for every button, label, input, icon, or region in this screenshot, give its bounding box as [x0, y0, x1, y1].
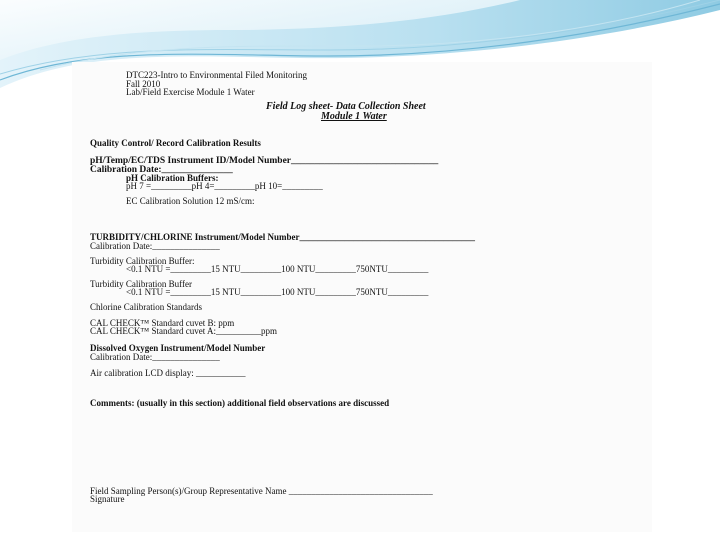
chlorine-standards-heading: Chlorine Calibration Standards [90, 302, 202, 312]
do-air-calibration: Air calibration LCD display: ___________ [90, 368, 246, 378]
sampling-representative-field: Field Sampling Person(s)/Group Representative Name ________________________________ [90, 486, 433, 496]
chlorine-standard-b: CAL CHECK™ Standard cuvet B: ppm [90, 318, 235, 328]
ph-buffers-heading: pH Calibration Buffers: [126, 173, 219, 183]
course-term: Fall 2010 [126, 79, 161, 89]
do-instrument-field: Dissolved Oxygen Instrument/Model Number [90, 343, 266, 353]
qc-heading: Quality Control/ Record Calibration Results [90, 138, 261, 148]
course-title: DTC223-Intro to Environmental Filed Monitoring [126, 70, 307, 80]
turbidity-buffer-heading-2: Turbidity Calibration Buffer [90, 279, 192, 289]
do-calibration-date: Calibration Date:_______________ [90, 352, 220, 362]
ph-calibration-date: Calibration Date:_______________ [90, 165, 233, 175]
sheet-subtitle: Module 1 Water [321, 111, 387, 122]
ec-calibration-solution: EC Calibration Solution 12 mS/cm: [126, 196, 255, 206]
ph-instrument-field: pH/Temp/EC/TDS Instrument ID/Model Number_______________________________ [90, 156, 439, 166]
chlorine-standard-a: CAL CHECK™ Standard cuvet A:__________ppm [90, 326, 277, 336]
sheet-title: Field Log sheet- Data Collection Sheet [266, 101, 426, 112]
turbidity-instrument-field: TURBIDITY/CHLORINE Instrument/Model Number_______________________________________ [90, 232, 476, 242]
field-log-sheet-document [72, 62, 652, 532]
ph-buffer-values: pH 7 =_________pH 4=_________pH 10=_________ [126, 181, 323, 191]
turbidity-buffer-values-1: <0.1 NTU =_________15 NTU_________100 NTU_________750NTU_________ [126, 264, 429, 274]
comments-heading: Comments: (usually in this section) additional field observations are discussed [90, 398, 390, 408]
turbidity-buffer-values-2: <0.1 NTU =_________15 NTU_________100 NTU_________750NTU_________ [126, 287, 429, 297]
turbidity-calibration-date: Calibration Date:_______________ [90, 241, 220, 251]
turbidity-buffer-heading-1: Turbidity Calibration Buffer: [90, 256, 195, 266]
signature-label: Signature [90, 494, 125, 504]
module-label: Lab/Field Exercise Module 1 Water [126, 87, 255, 97]
